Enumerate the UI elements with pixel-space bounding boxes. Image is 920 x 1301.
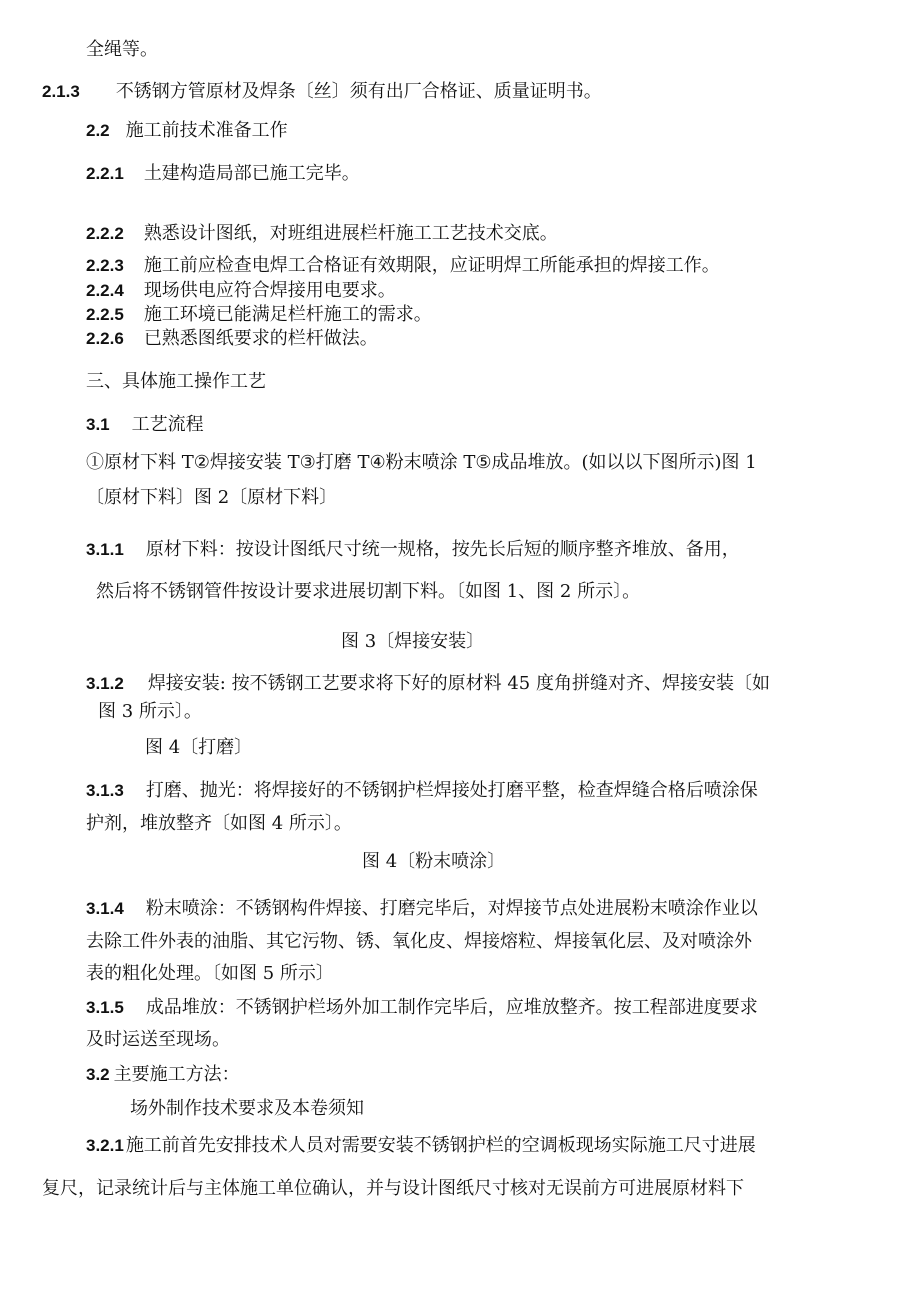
clause-text: 土建构造局部已施工完毕。 (143, 163, 360, 184)
clause-text: 施工前技术准备工作 (125, 120, 288, 141)
clause-3-1-5 (86, 996, 758, 1020)
clause-2-2-2 (86, 222, 558, 246)
clause-number: 3.2.1 (86, 1136, 124, 1155)
clause-number: 3.1.4 (86, 899, 124, 918)
text-line (86, 812, 352, 836)
clause-number: 3.1.2 (86, 674, 124, 693)
clause-2-2-6 (86, 327, 378, 351)
section-heading-2-2 (86, 119, 288, 143)
line-text: 护剂，堆放整齐〔如图 4 所示〕。 (86, 813, 352, 834)
clause-3-1-1 (86, 538, 740, 562)
section-heading-3-1 (86, 413, 204, 437)
clause-number: 2.2.1 (86, 164, 124, 183)
clause-text: 粉末喷涂：不锈钢构件焊接、打磨完毕后，对焊接节点处进展粉末喷涂作业以 (145, 898, 758, 919)
clause-text: 施工环境已能满足栏杆施工的需求。 (143, 304, 432, 325)
text-line (86, 38, 158, 62)
clause-text: 现场供电应符合焊接用电要求。 (143, 280, 396, 301)
clause-text: 成品堆放：不锈钢护栏场外加工制作完毕后，应堆放整齐。按工程部进度要求 (145, 997, 758, 1018)
subheading (130, 1097, 364, 1121)
clause-text: 不锈钢方管原材及焊条〔丝〕须有出厂合格证、质量证明书。 (115, 81, 602, 102)
line-text: 复尺，记录统计后与主体施工单位确认，并与设计图纸尺寸核对无误前方可进展原材料下 (42, 1178, 744, 1199)
chapter-heading-3 (86, 370, 266, 394)
clause-3-1-2 (86, 672, 770, 696)
figure-3-caption (341, 630, 484, 654)
clause-2-2-5 (86, 303, 432, 327)
line-text: 场外制作技术要求及本卷须知 (130, 1098, 364, 1119)
text-line (42, 1177, 744, 1201)
clause-number: 2.2.5 (86, 305, 124, 324)
line-text: 全绳等。 (86, 39, 158, 60)
text-line (86, 930, 752, 954)
line-text: ①原材下料 T②焊接安装 T③打磨 T④粉末喷涂 T⑤成品堆放。(如以以下图所示)图 1 (86, 452, 757, 473)
clause-text: 打磨、抛光：将焊接好的不锈钢护栏焊接处打磨平整，检查焊缝合格后喷涂保 (145, 780, 758, 801)
clause-text: 主要施工方法： (113, 1064, 240, 1085)
clause-number: 2.2 (86, 121, 110, 140)
clause-text: 施工前首先安排技术人员对需要安装不锈钢护栏的空调板现场实际施工尺寸进展 (125, 1135, 756, 1156)
clause-3-1-4 (86, 897, 758, 921)
clause-number: 2.2.2 (86, 224, 124, 243)
clause-number: 3.1.3 (86, 781, 124, 800)
line-text: 及时运送至现场。 (86, 1029, 230, 1050)
clause-3-2-1 (86, 1134, 756, 1158)
clause-number: 2.1.3 (42, 82, 80, 101)
figure-caption-line (86, 486, 337, 510)
clause-text: 工艺流程 (131, 414, 204, 435)
figure-powder-caption (362, 850, 505, 874)
figure-caption: 图 3〔焊接安装〕 (341, 631, 485, 652)
line-text: 〔原材下料〕图 2〔原材下料〕 (86, 487, 338, 508)
process-flow-line (86, 451, 757, 475)
line-text: 然后将不锈钢管件按设计要求进展切割下料。〔如图 1、图 2 所示〕。 (96, 581, 641, 602)
text-line (96, 580, 640, 604)
figure-caption: 图 4〔打磨〕 (145, 737, 253, 758)
clause-text: 施工前应检查电焊工合格证有效期限，应证明焊工所能承担的焊接工作。 (143, 255, 720, 276)
clause-text: 已熟悉图纸要求的栏杆做法。 (143, 328, 378, 349)
clause-2-2-3 (86, 254, 720, 278)
text-line (86, 962, 334, 986)
clause-3-1-3 (86, 779, 758, 803)
text-line (98, 700, 202, 724)
text-line (86, 1028, 230, 1052)
clause-2-1-3 (42, 80, 602, 104)
figure-caption: 图 4〔粉末喷涂〕 (362, 851, 506, 872)
clause-number: 3.1.1 (86, 540, 124, 559)
clause-number: 2.2.3 (86, 256, 124, 275)
line-text: 图 3 所示〕。 (98, 701, 202, 722)
clause-text: 熟悉设计图纸，对班组进展栏杆施工工艺技术交底。 (143, 223, 558, 244)
clause-number: 3.1.5 (86, 998, 124, 1017)
clause-text: 焊接安装: 按不锈钢工艺要求将下好的原材料 45 度角拼缝对齐、焊接安装〔如 (147, 673, 770, 694)
line-text: 表的粗化处理。〔如图 5 所示〕 (86, 963, 334, 984)
clause-2-2-4 (86, 279, 396, 303)
clause-text: 原材下料：按设计图纸尺寸统一规格，按先长后短的顺序整齐堆放、备用， (145, 539, 740, 560)
clause-number: 3.2 (86, 1065, 110, 1084)
clause-number: 2.2.4 (86, 281, 124, 300)
figure-4-caption (145, 736, 252, 760)
section-heading-3-2 (86, 1063, 240, 1087)
line-text: 去除工件外表的油脂、其它污物、锈、氧化皮、焊接熔粒、焊接氧化层、及对喷涂外 (86, 931, 752, 952)
clause-number: 2.2.6 (86, 329, 124, 348)
clause-2-2-1 (86, 162, 360, 186)
clause-number: 3.1 (86, 415, 110, 434)
chapter-title: 三、具体施工操作工艺 (86, 371, 266, 392)
